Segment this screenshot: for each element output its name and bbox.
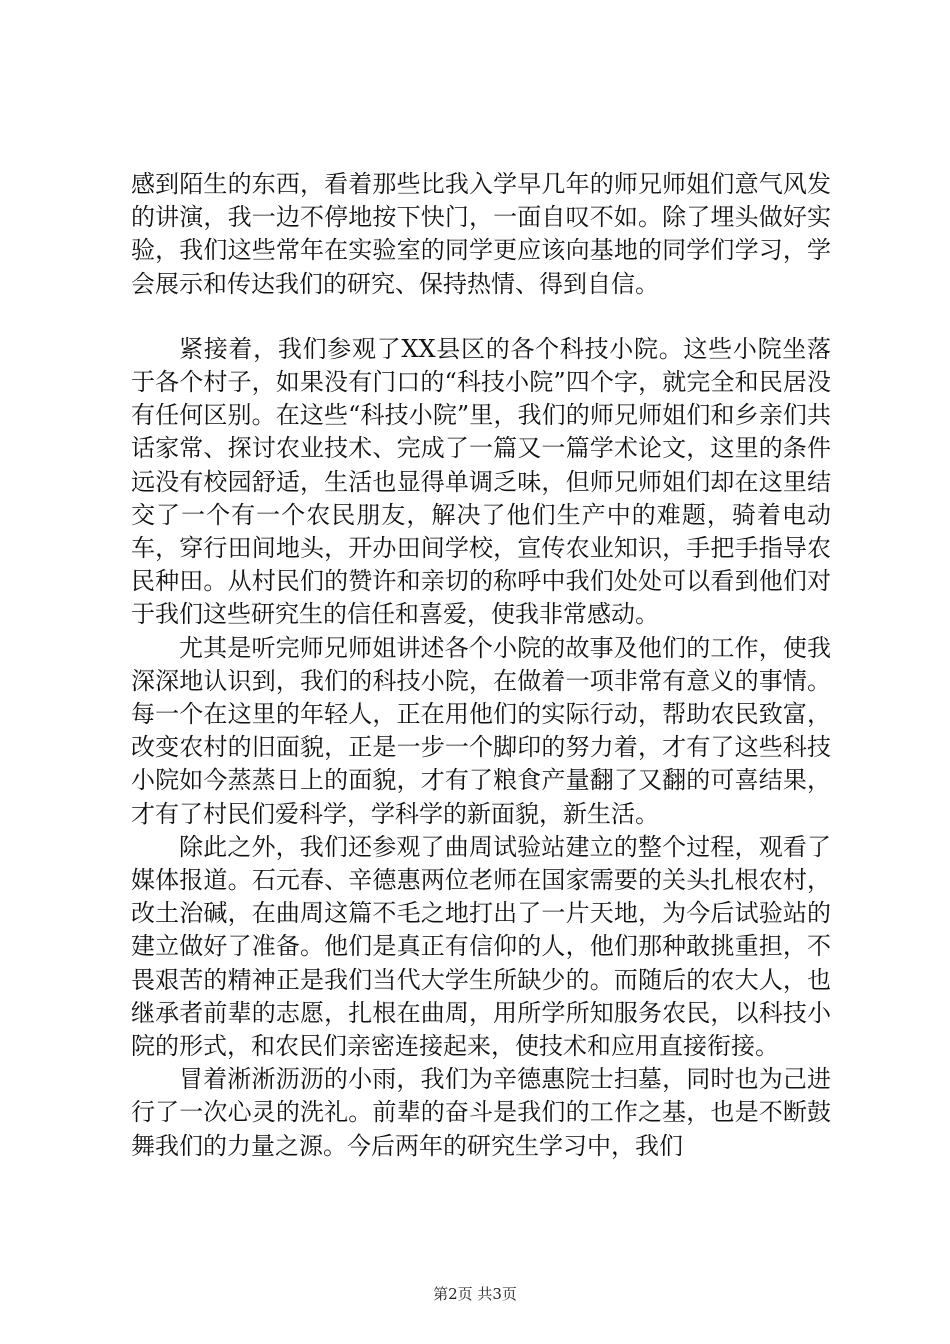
paragraph-5: 冒着淅淅沥沥的小雨，我们为辛德惠院士扫墓，同时也为己进行了一次心灵的洗礼。前辈的奋斗是我们的工作之基，也是不断鼓舞我们的力量之源。今后两年的研究生学习中，我们: [131, 1065, 831, 1160]
paragraph-4: 除此之外，我们还参观了曲周试验站建立的整个过程，观看了媒体报道。石元春、辛德惠两位老师在国家需要的关头扎根农村，改土治碱，在曲周这篇不毛之地打出了一片天地，为今后试验站的建立做好了准备。他们是真正有信仰的人，他们那种敢挑重担，不畏艰苦的精神正是我们当代大学生所缺少的。而随后的农大人，也继承者前辈的志愿，扎根在曲周，用所学所知服务农民，以科技小院的形式，和农民们亲密连接起来，使技术和应用直接衔接。: [131, 832, 831, 1061]
paragraph-2: 紧接着，我们参观了XX县区的各个科技小院。这些小院坐落于各个村子，如果没有门口的“科技小院”四个字，就完全和民居没有任何区别。在这些“科技小院”里，我们的师兄师姐们和乡亲们共话家常、探讨农业技术、完成了一篇又一篇学术论文，这里的条件远没有校园舒适，生活也显得单调乏味，但师兄师姐们却在这里结交了一个有一个农民朋友，解决了他们生产中的难题，骑着电动车，穿行田间地头，开办田间学校，宣传农业知识，手把手指导农民种田。从村民们的赞许和亲切的称呼中我们处处可以看到他们对于我们这些研究生的信任和喜爱，使我非常感动。: [131, 334, 831, 629]
page-footer: 第2页 共3页: [433, 1285, 517, 1303]
document-body: [131, 168, 831, 1163]
paragraph-1: 感到陌生的东西，看着那些比我入学早几年的师兄师姐们意气风发的讲演，我一边不停地按下快门，一面自叹不如。除了埋头做好实验，我们这些常年在实验室的同学更应该向基地的同学们学习，学会展示和传达我们的研究、保持热情、得到自信。: [131, 170, 831, 298]
paragraph-3: 尤其是听完师兄师姐讲述各个小院的故事及他们的工作，使我深深地认识到，我们的科技小院，在做着一项非常有意义的事情。每一个在这里的年轻人，正在用他们的实际行动，帮助农民致富，改变农村的旧面貌，正是一步一个脚印的努力着，才有了这些科技小院如今蒸蒸日上的面貌，才有了粮食产量翻了又翻的可喜结果，才有了村民们爱科学，学科学的新面貌，新生活。: [131, 633, 831, 828]
